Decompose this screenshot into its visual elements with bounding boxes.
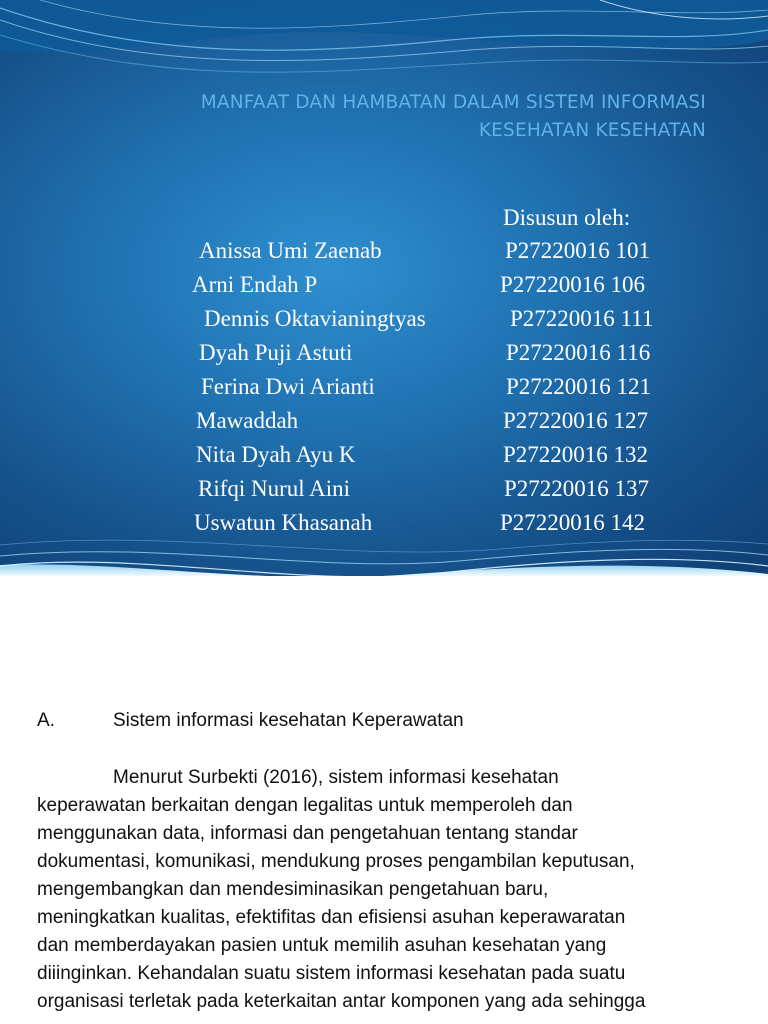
member-nim: P27220016 106	[500, 272, 646, 297]
slide-title-line-2: KESEHATAN KESEHATAN	[478, 120, 706, 141]
member-name: Ferina Dwi Arianti	[201, 374, 375, 399]
member-nim: P27220016 111	[510, 306, 654, 331]
member-row	[0, 510, 768, 540]
member-nim: P27220016 132	[503, 442, 649, 467]
member-nim: P27220016 137	[504, 476, 650, 501]
member-nim: P27220016 127	[503, 408, 649, 433]
paragraph-line: meningkatkan kualitas, efektifitas dan efisiensi asuhan keperawaratan	[37, 907, 626, 928]
paragraph-line: mengembangkan dan mendesiminasikan pengetahuan baru,	[37, 879, 549, 900]
paragraph-line: Menurut Surbekti (2016), sistem informasi kesehatan	[113, 767, 559, 788]
member-nim: P27220016 121	[506, 374, 652, 399]
member-name: Rifqi Nurul Aini	[198, 476, 351, 501]
member-row	[0, 374, 768, 404]
member-name: Uswatun Khasanah	[194, 510, 373, 535]
slide-title-line-1: MANFAAT DAN HAMBATAN DALAM SISTEM INFORMASI	[200, 92, 706, 113]
paragraph-line: organisasi terletak pada keterkaitan antar komponen yang ada sehingga	[37, 991, 646, 1012]
member-row	[0, 272, 768, 302]
paragraph-line: dan memberdayakan pasien untuk memilih asuhan kesehatan yang	[37, 935, 607, 956]
member-name: Dyah Puji Astuti	[199, 340, 353, 365]
member-name: Dennis Oktavianingtyas	[204, 306, 426, 331]
member-name: Mawaddah	[196, 408, 299, 433]
section-title: Sistem informasi kesehatan Keperawatan	[113, 710, 464, 731]
member-name: Anissa Umi Zaenab	[199, 238, 382, 263]
paragraph-line: menggunakan data, informasi dan pengetahuan tentang standar	[37, 823, 578, 844]
member-nim: P27220016 116	[506, 340, 651, 365]
member-nim: P27220016 142	[500, 510, 646, 535]
credits-label: Disusun oleh:	[503, 205, 631, 230]
document-body	[0, 576, 768, 1024]
member-row	[0, 442, 768, 472]
paragraph-line: dokumentasi, komunikasi, mendukung proses pengambilan keputusan,	[37, 851, 635, 872]
member-nim: P27220016 101	[505, 238, 651, 263]
member-name: Nita Dyah Ayu K	[196, 442, 356, 467]
paragraph-line: diiinginkan. Kehandalan suatu sistem informasi kesehatan pada suatu	[37, 963, 626, 984]
member-row	[0, 408, 768, 438]
member-name: Arni Endah P	[192, 272, 318, 297]
member-row	[0, 306, 768, 336]
section-number: A.	[37, 710, 55, 731]
member-row	[0, 238, 768, 268]
paragraph-line: keperawatan berkaitan dengan legalitas untuk memperoleh dan	[37, 795, 573, 816]
member-row	[0, 340, 768, 370]
member-row	[0, 476, 768, 506]
slide-title	[66, 89, 706, 145]
